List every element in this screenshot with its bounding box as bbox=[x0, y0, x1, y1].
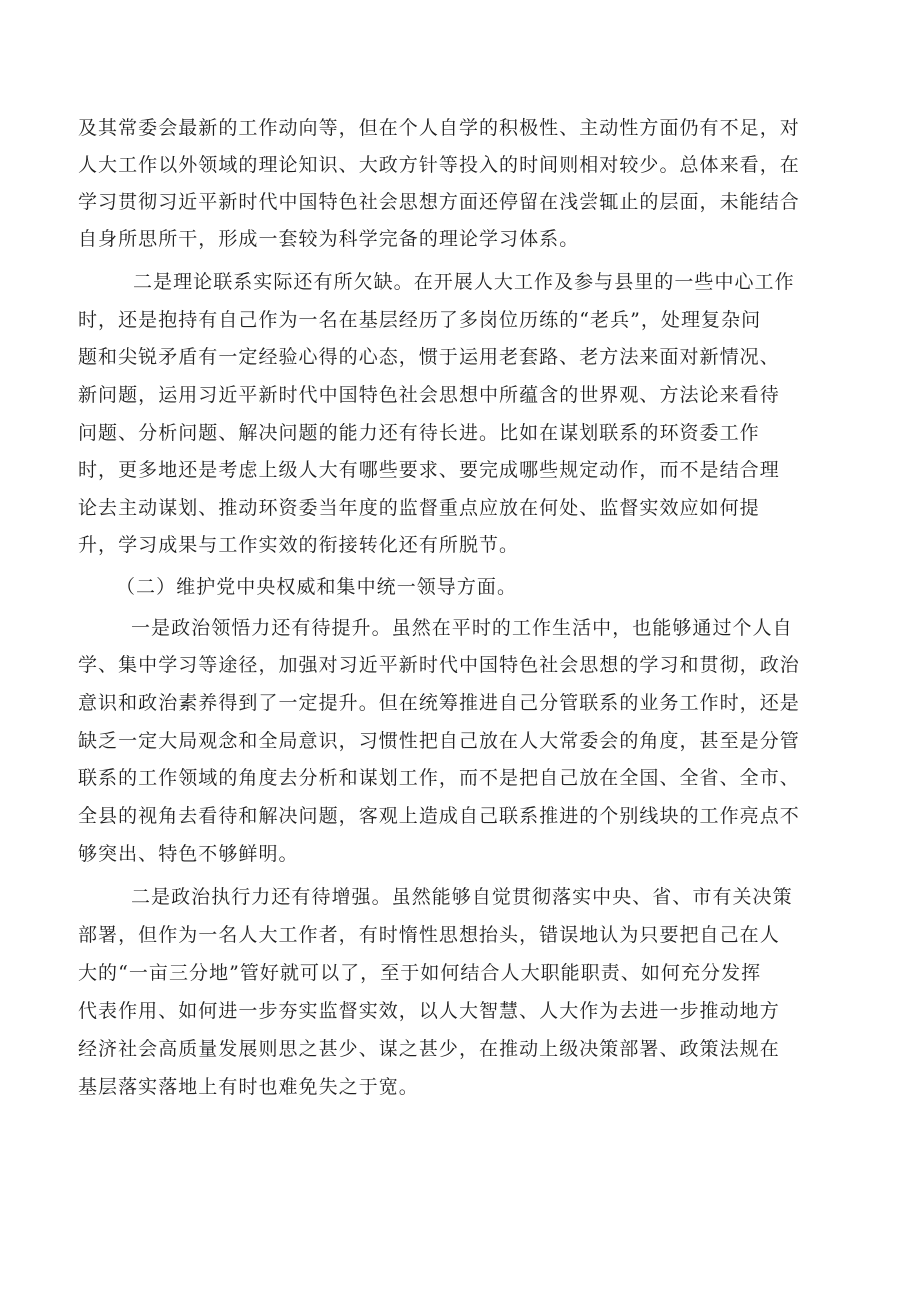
text-line: 部署，但作为一名人大工作者，有时惰性思想抬头，错误地认为只要把自己在人 bbox=[78, 924, 780, 946]
text-line: 全县的视角去看待和解决问题，客观上造成自己联系推进的个别线块的工作亮点不 bbox=[78, 805, 800, 827]
text-line: 一是政治领悟力还有待提升。虽然在平时的工作生活中，也能够通过个人自 bbox=[131, 617, 793, 639]
text-line: 学习贯彻习近平新时代中国特色社会思想方面还停留在浅尝辄止的层面，未能结合 bbox=[78, 191, 800, 213]
text-line: 二是政治执行力还有待增强。虽然能够自觉贯彻落实中央、省、市有关决策 bbox=[131, 886, 793, 908]
text-line: 缺乏一定大局观念和全局意识，习惯性把自己放在人大常委会的角度，甚至是分管 bbox=[78, 730, 800, 752]
text-line: 意识和政治素养得到了一定提升。但在统筹推进自己分管联系的业务工作时，还是 bbox=[78, 692, 800, 714]
text-line: 人大工作以外领域的理论知识、大政方针等投入的时间则相对较少。总体来看，在 bbox=[78, 154, 800, 176]
text-line: 基层落实落地上有时也难免失之于宽。 bbox=[78, 1076, 419, 1098]
text-line: 时，更多地还是考虑上级人大有哪些要求、要完成哪些规定动作，而不是结合理 bbox=[78, 459, 780, 481]
text-line: 够突出、特色不够鲜明。 bbox=[78, 843, 299, 865]
text-line: 问题、分析问题、解决问题的能力还有待长进。比如在谋划联系的环资委工作 bbox=[78, 422, 760, 444]
text-line: 时，还是抱持有自己作为一名在基层经历了多岗位历练的“老兵”，处理复杂问 bbox=[78, 309, 762, 331]
text-line: 论去主动谋划、推动环资委当年度的监督重点应放在何处、监督实效应如何提 bbox=[78, 497, 760, 519]
text-line: 二是理论联系实际还有所欠缺。在开展人大工作及参与县里的一些中心工作 bbox=[133, 271, 795, 293]
text-line: 新问题，运用习近平新时代中国特色社会思想中所蕴含的世界观、方法论来看待 bbox=[78, 384, 780, 406]
text-line: 升，学习成果与工作实效的衔接转化还有所脱节。 bbox=[78, 534, 520, 556]
text-line: 题和尖锐矛盾有一定经验心得的心态，惯于运用老套路、老方法来面对新情况、 bbox=[78, 346, 780, 368]
text-line: 经济社会高质量发展则思之甚少、谋之甚少，在推动上级决策部署、政策法规在 bbox=[78, 1038, 780, 1060]
text-line: 自身所思所干，形成一套较为科学完备的理论学习体系。 bbox=[78, 228, 580, 250]
text-line: 大的“一亩三分地”管好就可以了，至于如何结合人大职能职责、如何充分发挥 bbox=[78, 962, 762, 984]
text-line: 联系的工作领域的角度去分析和谋划工作，而不是把自己放在全国、全省、全市、 bbox=[78, 767, 800, 789]
text-line: 学、集中学习等途径，加强对习近平新时代中国特色社会思想的学习和贯彻，政治 bbox=[78, 654, 800, 676]
section-heading: （二）维护党中央权威和集中统一领导方面。 bbox=[116, 576, 518, 598]
text-line: 及其常委会最新的工作动向等，但在个人自学的积极性、主动性方面仍有不足，对 bbox=[78, 117, 800, 139]
text-line: 代表作用、如何进一步夯实监督实效，以人大智慧、人大作为去进一步推动地方 bbox=[78, 1000, 780, 1022]
